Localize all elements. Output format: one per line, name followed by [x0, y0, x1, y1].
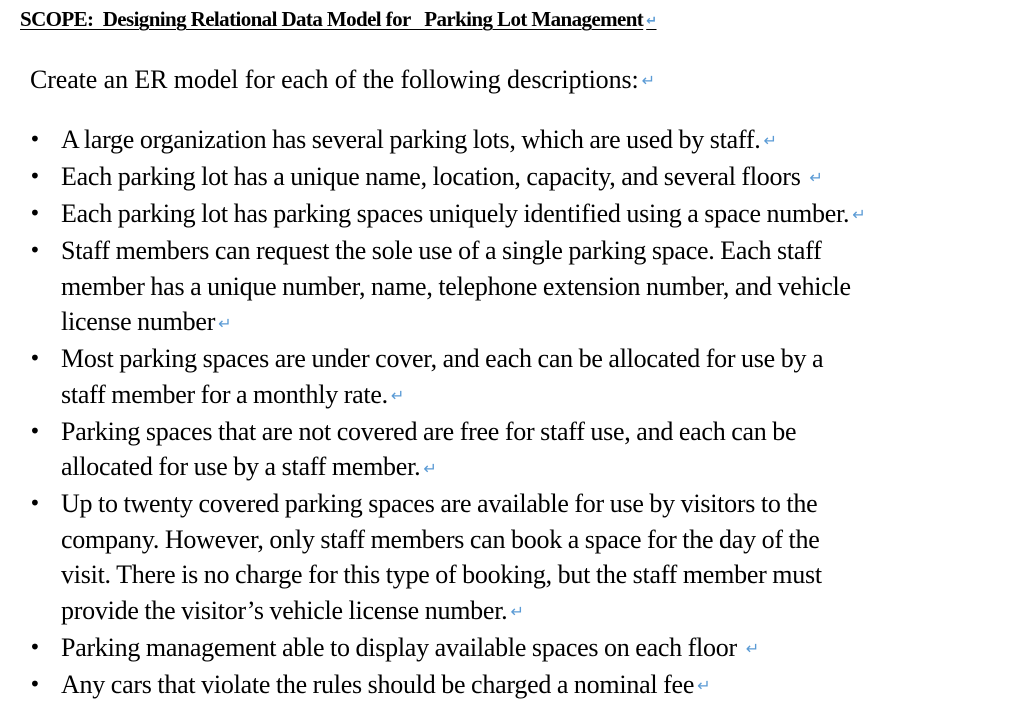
- paragraph-mark-icon: ↵: [423, 458, 437, 478]
- bullet-icon: •: [29, 200, 41, 225]
- list-item-text: Parking spaces that are not covered are free for staff use, and each can be allocated for use by a staff member.: [61, 416, 797, 482]
- bullet-icon: •: [29, 163, 41, 188]
- paragraph-mark-icon: ↵: [763, 131, 777, 151]
- bullet-icon: •: [29, 635, 41, 660]
- bullet-icon: •: [29, 672, 41, 697]
- list-item-text: Up to twenty covered parking spaces are available for use by visitors to the company. However, only staff members can book a space for the day of the visit. There is no charge for this type of booking, but the staff member must provide the visitor’s vehicle license number.: [61, 489, 822, 626]
- intro-text: [30, 64, 655, 97]
- intro-text-content: Create an ER model for each of the following descriptions:: [30, 65, 639, 94]
- list-item-text: Parking management able to display available spaces on each floor: [61, 633, 743, 663]
- list-item: [0, 667, 1020, 704]
- list-item-text: Staff members can request the sole use of a single parking space. Each staff member has a unique number, name, telephone extension number, and vehicle license number: [61, 235, 851, 337]
- list-item: [0, 159, 1020, 196]
- scope-heading: [20, 6, 657, 35]
- list-item: [0, 233, 1020, 341]
- list-item: [0, 486, 1020, 630]
- list-item-text: Any cars that violate the rules should be charged a nominal fee: [61, 670, 695, 700]
- list-item: [0, 196, 1020, 233]
- bullet-icon: •: [29, 127, 41, 151]
- paragraph-mark-icon: ↵: [641, 71, 656, 91]
- list-item: [0, 341, 1020, 414]
- paragraph-mark-icon: ↵: [697, 676, 711, 696]
- list-item-text: Most parking spaces are under cover, and each can be allocated for use by a staff member for a monthly rate.: [61, 344, 824, 409]
- paragraph-mark-icon: ↵: [218, 313, 232, 333]
- paragraph-mark-icon: ↵: [390, 386, 405, 406]
- scope-heading-text: SCOPE: Designing Relational Data Model for Parking Lot Management: [20, 7, 644, 31]
- requirements-list: [0, 122, 1020, 704]
- bullet-icon: •: [29, 491, 41, 516]
- paragraph-mark-icon: ↵: [745, 639, 759, 659]
- list-item: [0, 630, 1020, 667]
- bullet-icon: •: [29, 237, 41, 262]
- paragraph-mark-icon: ↵: [510, 602, 524, 622]
- list-item-text: A large organization has several parking lots, which are used by staff.: [61, 125, 761, 154]
- bullet-icon: •: [29, 346, 41, 371]
- list-item: [0, 122, 1020, 159]
- paragraph-mark-icon: ↵: [646, 13, 657, 29]
- paragraph-mark-icon: ↵: [852, 205, 866, 225]
- list-item-text: Each parking lot has a unique name, location, capacity, and several floors: [61, 161, 807, 191]
- paragraph-mark-icon: ↵: [809, 168, 823, 188]
- bullet-icon: •: [29, 418, 41, 443]
- list-item-text: Each parking lot has parking spaces uniquely identified using a space number.: [61, 198, 850, 228]
- list-item: [0, 414, 1020, 487]
